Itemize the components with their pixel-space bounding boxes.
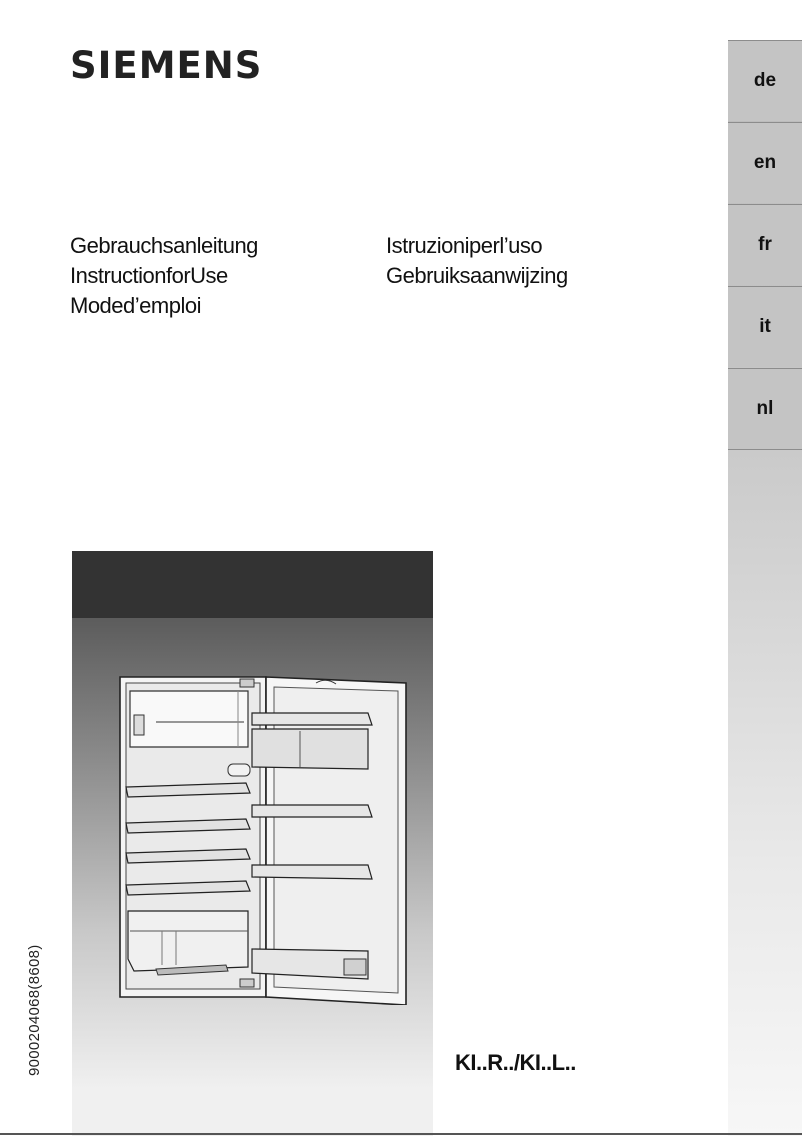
title-fr: Moded’emploi [70, 293, 201, 318]
title-en: InstructionforUse [70, 263, 228, 288]
language-tab-nl[interactable]: nl [728, 368, 802, 449]
panel-header-band [72, 551, 433, 618]
title-it: Istruzioniperl’uso [386, 233, 543, 258]
bottom-divider [0, 1133, 802, 1135]
language-tab-it[interactable]: it [728, 286, 802, 367]
title-de: Gebrauchsanleitung [70, 233, 258, 258]
title-nl: Gebruiksaanwijzing [386, 263, 568, 288]
manual-titles-left [70, 231, 258, 321]
product-image-panel [72, 551, 433, 1136]
sidebar-divider [728, 449, 802, 450]
language-tab-en[interactable]: en [728, 122, 802, 203]
siemens-logo: SIEMENS [70, 44, 263, 87]
language-sidebar [728, 40, 802, 1136]
document-number: 9000204068(8608) [26, 944, 43, 1076]
model-number: KI..R../KI..L.. [455, 1050, 576, 1075]
refrigerator-illustration [116, 669, 416, 1005]
manual-titles-right [386, 231, 568, 291]
language-tab-fr[interactable]: fr [728, 204, 802, 285]
language-tab-de[interactable]: de [728, 40, 802, 121]
